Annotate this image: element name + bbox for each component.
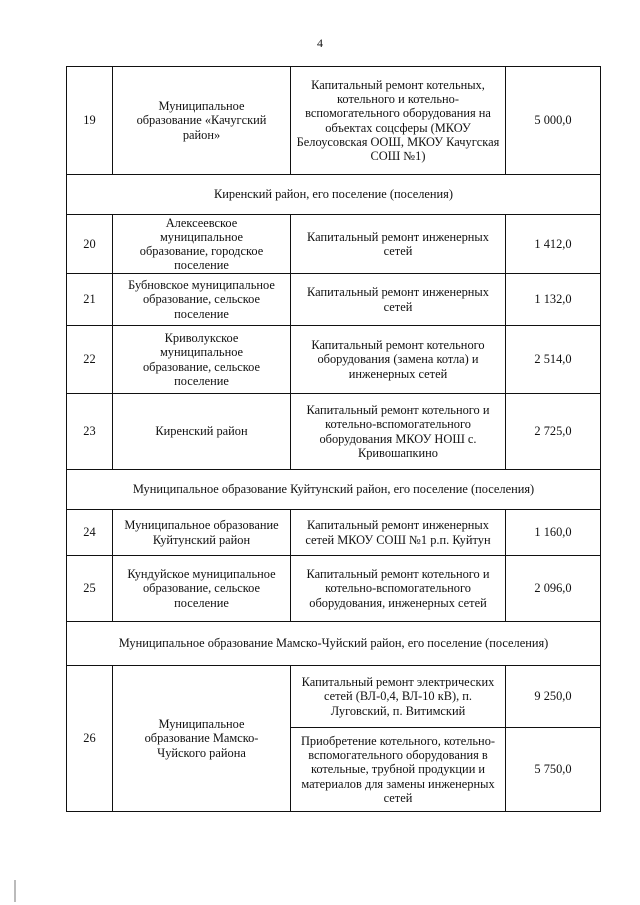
section-header-row <box>67 470 601 510</box>
row-number: 22 <box>67 326 113 394</box>
municipality-cell: Криволукское муниципальное образование, сельское поселение <box>113 326 291 394</box>
amount-cell: 1 132,0 <box>506 274 601 326</box>
work-description-cell: Капитальный ремонт котельного и котельно-вспомогательного оборудования, инженерных сетей <box>291 556 506 622</box>
municipality-cell: Алексеевское муниципальное образование, городское поселение <box>113 215 291 274</box>
scan-edge-mark <box>14 880 16 902</box>
row-number: 20 <box>67 215 113 274</box>
amount-cell: 1 160,0 <box>506 510 601 556</box>
section-title: Муниципальное образование Куйтунский район, его поселение (поселения) <box>67 470 601 510</box>
amount-cell: 2 725,0 <box>506 394 601 470</box>
section-header-row <box>67 622 601 666</box>
section-title: Муниципальное образование Мамско-Чуйский район, его поселение (поселения) <box>67 622 601 666</box>
table-row <box>67 67 601 175</box>
row-number: 25 <box>67 556 113 622</box>
amount-cell: 5 000,0 <box>506 67 601 175</box>
section-title: Киренский район, его поселение (поселения) <box>67 175 601 215</box>
work-description-cell: Капитальный ремонт инженерных сетей <box>291 274 506 326</box>
row-number: 21 <box>67 274 113 326</box>
work-description-cell: Капитальный ремонт инженерных сетей МКОУ СОШ №1 р.п. Куйтун <box>291 510 506 556</box>
row-number: 19 <box>67 67 113 175</box>
table-row <box>67 215 601 274</box>
work-description-cell: Приобретение котельного, котельно-вспомогательного оборудования в котельные, трубной продукции и материалов для замены инженерных сетей <box>291 728 506 812</box>
amount-cell: 2 096,0 <box>506 556 601 622</box>
row-number: 26 <box>67 666 113 812</box>
amount-cell: 2 514,0 <box>506 326 601 394</box>
table-row <box>67 556 601 622</box>
funding-table <box>66 66 601 812</box>
row-number: 23 <box>67 394 113 470</box>
municipality-cell: Муниципальное образование Мамско-Чуйского района <box>113 666 291 812</box>
table-row <box>67 510 601 556</box>
municipality-cell: Киренский район <box>113 394 291 470</box>
page-number: 4 <box>317 36 323 50</box>
municipality-cell: Муниципальное образование Куйтунский район <box>113 510 291 556</box>
table-row <box>67 274 601 326</box>
work-description-cell: Капитальный ремонт котельного и котельно-вспомогательного оборудования МКОУ НОШ с. Кривошапкино <box>291 394 506 470</box>
table-row <box>67 326 601 394</box>
table-row <box>67 666 601 728</box>
work-description-cell: Капитальный ремонт котельных, котельного и котельно-вспомогательного оборудования на объектах соцсферы (МКОУ Белоусовская ООШ, МКОУ Качугская СОШ №1) <box>291 67 506 175</box>
work-description-cell: Капитальный ремонт инженерных сетей <box>291 215 506 274</box>
work-description-cell: Капитальный ремонт электрических сетей (ВЛ-0,4, ВЛ-10 кВ), п. Луговский, п. Витимский <box>291 666 506 728</box>
amount-cell: 5 750,0 <box>506 728 601 812</box>
municipality-cell: Муниципальное образование «Качугский район» <box>113 67 291 175</box>
amount-cell: 1 412,0 <box>506 215 601 274</box>
municipality-cell: Кундуйское муниципальное образование, сельское поселение <box>113 556 291 622</box>
work-description-cell: Капитальный ремонт котельного оборудования (замена котла) и инженерных сетей <box>291 326 506 394</box>
section-header-row <box>67 175 601 215</box>
table-row <box>67 394 601 470</box>
row-number: 24 <box>67 510 113 556</box>
amount-cell: 9 250,0 <box>506 666 601 728</box>
municipality-cell: Бубновское муниципальное образование, сельское поселение <box>113 274 291 326</box>
